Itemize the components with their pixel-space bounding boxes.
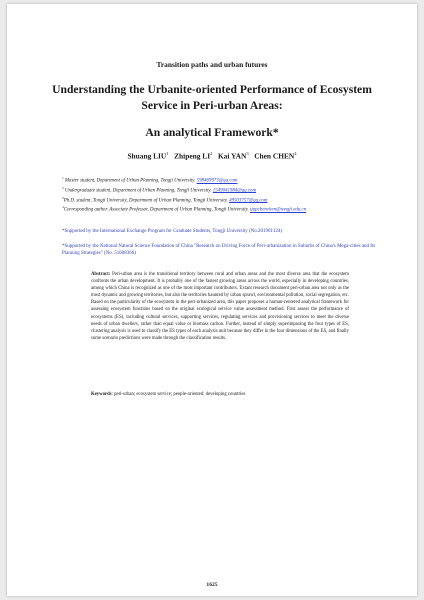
abstract	[91, 271, 349, 342]
paper-title: Understanding the Urbanite-oriented Performance of Ecosystem Service in Peri-urban Areas:	[52, 83, 372, 112]
author-mark: 4	[294, 151, 297, 156]
affiliation-line	[62, 175, 382, 185]
affiliation-text: Corresponding author. Associate Professor, Department of Urban Planning, Tongji University.	[63, 208, 251, 214]
author-sep	[249, 151, 253, 160]
section-label: Transition paths and urban futures	[156, 60, 268, 69]
email-link[interactable]: 1549041984@qq.com	[212, 188, 256, 194]
keywords	[91, 391, 349, 398]
author-mark: 1	[166, 151, 169, 156]
paper-page	[7, 4, 417, 596]
affiliation-text: Ph.D. student, Tongji University, Department of Urban Planning, Tongji University.	[63, 198, 230, 204]
keywords-label: Keywords	[91, 392, 112, 397]
affiliation-mark: 3	[62, 195, 64, 200]
funding-note: *Supported by the National Natural Science Foundation of China "Research on Driving Force of Peri-urbanization in Suburbs of China's Mega-cities and Its Planning Strategies" (No. 51608366)	[62, 244, 376, 256]
keywords-text: : peri-urban; ecosystem service; people-oriented; developing countries	[111, 392, 246, 397]
affiliation-text: Undergraduate student, Department of Urban Planning, Tongji University.	[63, 188, 213, 194]
funding-note: *Supported by the International Exchange Program for Graduate Students, Tongji University (No.201901124)	[62, 229, 283, 234]
email-link[interactable]: tjupchenchen@tongji.edu.cn	[250, 208, 307, 214]
author-mark: 3	[246, 151, 249, 156]
affiliation-line	[62, 204, 382, 214]
affiliation-mark: 1	[62, 176, 64, 180]
abstract-label: Abstract:	[91, 272, 111, 277]
affiliation-mark: 4	[62, 205, 64, 210]
author-name: Kai YAN	[217, 151, 247, 161]
email-link[interactable]: 598469973@qq.com	[196, 178, 238, 184]
author-list	[7, 151, 417, 160]
author-sep	[212, 151, 216, 160]
affiliations	[62, 175, 382, 214]
email-link[interactable]: 49503757@qq.com	[229, 198, 268, 204]
author-name: Shuang LIU	[127, 151, 167, 161]
author-name: Zhipeng LI	[174, 151, 211, 161]
affiliation-line	[62, 185, 382, 195]
affiliation-line	[62, 195, 382, 205]
author-mark: 2	[210, 151, 213, 156]
paper-subtitle: An analytical Framework*	[145, 126, 279, 139]
affiliation-text: Master student, Department of Urban Planning, Tongji University.	[63, 178, 197, 184]
affiliation-mark: 2	[62, 185, 64, 190]
page-number: 1625	[206, 582, 218, 588]
author-sep	[169, 151, 173, 160]
author-name: Chen CHEN	[254, 151, 295, 161]
abstract-text: Peri-urban area is the transitional territory between rural and urban areas and the most diverse area that the ecosystem confronts the urban development. It is probably one of the fastest growing areas across the world, especially in developing countries, among which China is recognized as one of the most important contributors. Extant research document peri-urban area not only as the most dynamic and growing territories, but also the territories haunted by urban sprawl, environmental pollution, social segregation, etc. Based on the particularity of the ecosystem in the peri-urbanized area, this paper proposes a human-centered analytical framework for assessing ecosystem functions based on the original ecological service value assessment method. First assess the performance of ecosystems (ES), including cultural services, supporting services, regulating services and provisioning services to meet the diverse needs of urban dwellers, rather than equal value or biomass carbon. Further, instead of simply superimposing the four types of ES, clustering analysis is used to classify the ES types of each analysis unit because they differ in the four dimensions of the ES, and finally some scenario predictions were made through the classification results.	[91, 272, 349, 341]
